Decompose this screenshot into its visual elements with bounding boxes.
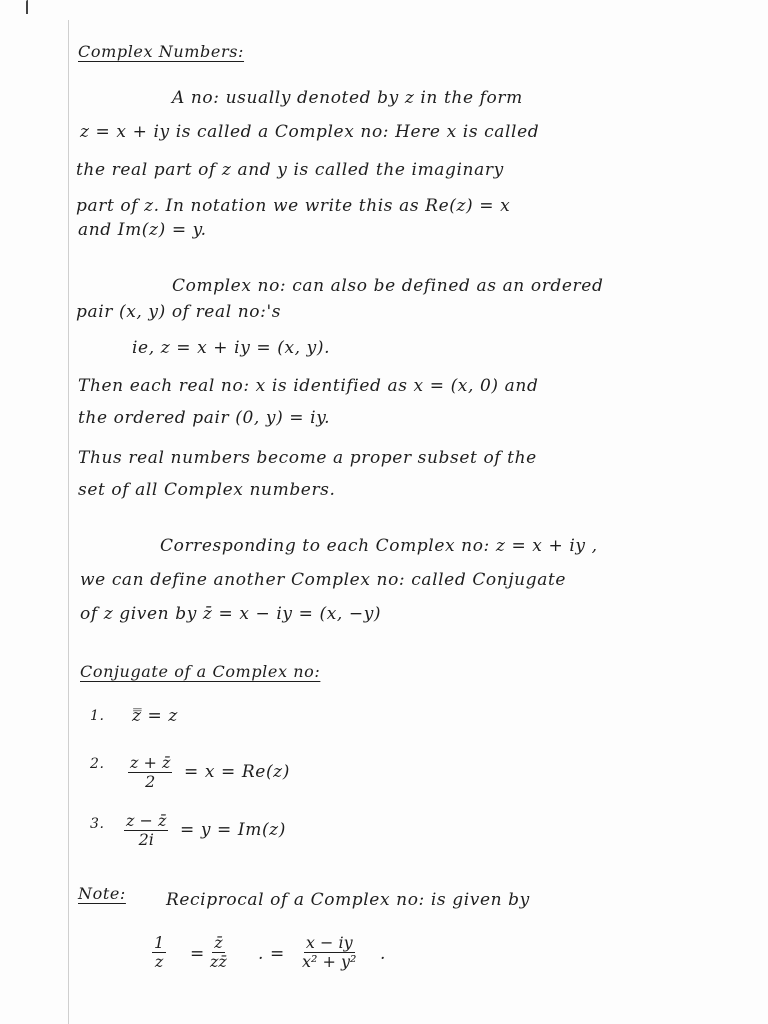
fraction-numerator: z − z̄ — [126, 811, 167, 830]
fraction — [208, 934, 229, 971]
page-title: Complex Numbers: — [78, 42, 245, 61]
list-number: 1. — [90, 708, 105, 724]
text-line: and Im(z) = y. — [78, 220, 207, 240]
equals-sign: = — [190, 944, 205, 964]
text-line: part of z. In notation we write this as Re(z) = x — [76, 196, 511, 216]
property-expr: = x = Re(z) — [184, 762, 290, 782]
text-line: the ordered pair (0, y) = iy. — [78, 408, 331, 428]
text-line: Complex no: can also be defined as an ordered — [172, 276, 604, 296]
fraction-denominator: x² + y² — [302, 952, 357, 971]
note-label: Note: — [78, 884, 126, 903]
list-number: 2. — [90, 756, 105, 772]
section-heading: Conjugate of a Complex no: — [80, 662, 321, 681]
text-line: ie, z = x + iy = (x, y). — [132, 338, 331, 358]
list-number: 3. — [90, 816, 105, 832]
text-line: the real part of z and y is called the imaginary — [76, 160, 504, 180]
fraction-denominator: z — [154, 952, 164, 971]
fraction-denominator: 2i — [138, 830, 154, 849]
period-mark: . — [380, 944, 387, 964]
fraction-denominator: zz̄ — [210, 952, 227, 971]
fraction-numerator: 1 — [154, 933, 165, 952]
margin-line — [68, 20, 69, 1024]
fraction — [128, 754, 172, 791]
property-expr: z̿ = z — [132, 706, 178, 726]
fraction-numerator: x − iy — [305, 933, 353, 952]
text-line: Then each real no: x is identified as x = (x, 0) and — [78, 376, 539, 396]
fraction — [300, 934, 358, 971]
property-expr: = y = Im(z) — [180, 820, 286, 840]
fraction — [152, 934, 166, 971]
text-line: of z given by z̄ = x − iy = (x, −y) — [80, 604, 382, 624]
text-line: we can define another Complex no: called Conjugate — [80, 570, 567, 590]
text-line: Reciprocal of a Complex no: is given by — [166, 890, 530, 910]
fraction-numerator: z̄ — [214, 933, 223, 952]
equals-sign: . = — [258, 944, 285, 964]
fraction — [124, 812, 168, 849]
text-line: A no: usually denoted by z in the form — [172, 88, 523, 108]
fraction-numerator: z + z̄ — [130, 753, 171, 772]
text-line: pair (x, y) of real no:'s — [76, 302, 282, 322]
page-corner-mark — [26, 0, 32, 14]
text-line: Thus real numbers become a proper subset of the — [78, 448, 537, 468]
text-line: z = x + iy is called a Complex no: Here x is called — [80, 122, 540, 142]
text-line: set of all Complex numbers. — [78, 480, 336, 500]
text-line: Corresponding to each Complex no: z = x + iy , — [160, 536, 598, 556]
fraction-denominator: 2 — [145, 772, 156, 791]
